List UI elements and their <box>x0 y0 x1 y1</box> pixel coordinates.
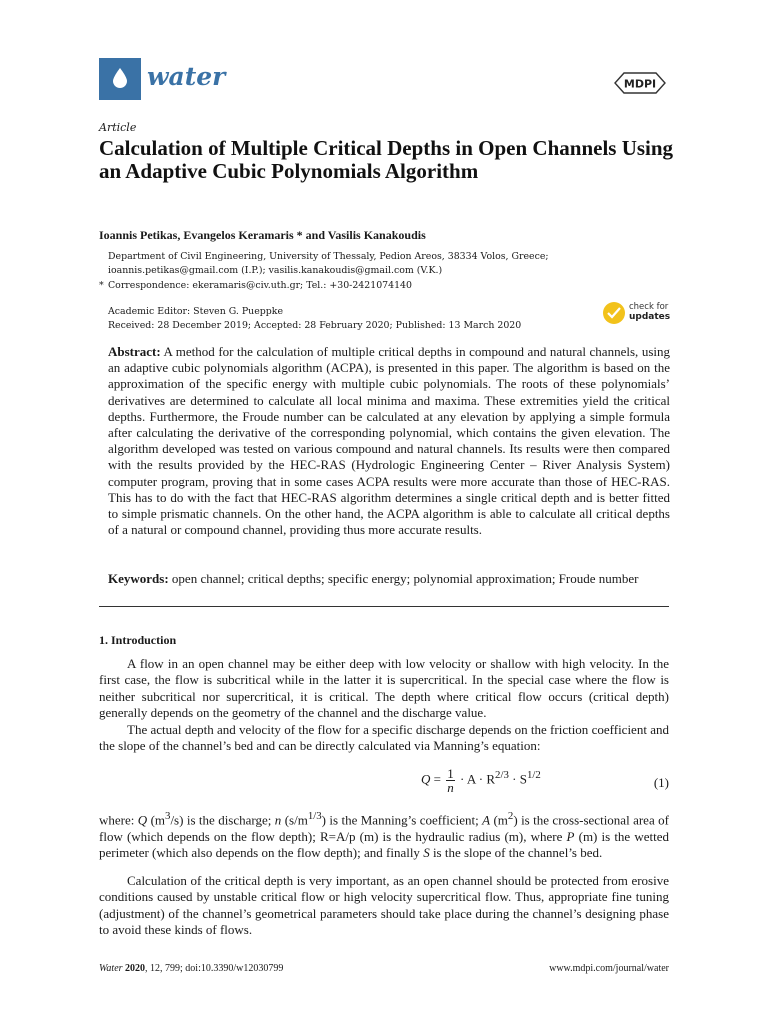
water-drop-icon <box>112 67 128 89</box>
affiliation-dept: Department of Civil Engineering, University of Thessaly, Pedion Areos, 38334 Volos, Greece; <box>108 251 549 262</box>
section-divider <box>99 606 669 607</box>
journal-logo <box>99 58 141 100</box>
journal-name: water <box>147 62 226 91</box>
check-updates-icon <box>603 302 625 324</box>
abstract: Abstract: A method for the calculation of multiple critical depths in compound and natural channels, using an adaptive cubic polynomials algorithm (ACPA), is presented in this paper. The algorithm is based on the approximation of the specific energy with multiple cubic polynomials. The roots of these polynomials’ derivatives are determined to calculate all local minima and maxima. These extremities yield the critical depths. Furthermore, the Froude number can be calculated at any elevation by applying a simple formula after calculating the derivative of the corresponding polynomial, which contains the given elevation. The algorithm developed was tested on various compound and natural channels. Its results were then compared with the results provided by the HEC-RAS (Hydrologic Engineering Center – River Analysis System) computer program, proving that in some cases ACPA results were more accurate than those of HEC-RAS. This has to do with the fact that HEC-RAS algorithm determines a single critical depth and is better fitted to simple prismatic channels. On the other hand, the ACPA algorithm is able to calculate all critical depths of a natural or compound channel, providing thus more accurate results. <box>108 344 670 538</box>
citation-footer: Water 2020, 12, 799; doi:10.3390/w12030799 <box>99 963 284 974</box>
manning-equation: Q = $\frac{1}{n}$ · $A \cdot R^{2/3} \cdot S^{1/2}$ (1) <box>421 766 669 795</box>
article-type: Article <box>99 121 137 134</box>
publication-dates: Received: 28 December 2019; Accepted: 28 February 2020; Published: 13 March 2020 <box>108 320 522 331</box>
section-heading: 1. Introduction <box>99 633 177 647</box>
correspondence: * Correspondence: ekeramaris@civ.uth.gr; Tel.: +30-2421074140 <box>99 280 412 291</box>
paragraph-4: Calculation of the critical depth is very important, as an open channel should be protected from erosive conditions caused by unstable critical flow or high velocity supercritical flow. Thus, appropriate fine tuning (adjustment) of the channel’s geometrical parameters should take place during the channel’s designing phase to avoid these kinds of flows. <box>99 873 669 937</box>
abstract-label: Abstract: <box>108 344 161 359</box>
paragraph-1: A flow in an open channel may be either deep with low velocity or shallow with high velocity. In the first case, the flow is subcritical while in the latter it is supercritical. In the special case where the flow is neither subcritical nor supercritical, it is critical. The depth where critical flow occurs (critical depth) generally depends on the geometry of the channel and the discharge value. <box>99 656 669 720</box>
author-list: Ioannis Petikas, Evangelos Keramaris * and Vasilis Kanakoudis <box>99 228 426 242</box>
svg-text:MDPI: MDPI <box>623 77 657 91</box>
equation-number: (1) <box>653 775 669 790</box>
affiliation-emails: ioannis.petikas@gmail.com (I.P.); vasilis.kanakoudis@gmail.com (V.K.) <box>108 265 443 276</box>
paper-title: Calculation of Multiple Critical Depths in Open Channels Using an Adaptive Cubic Polynomials Algorithm <box>99 136 674 183</box>
keywords: Keywords: open channel; critical depths; specific energy; polynomial approximation; Froude number <box>108 571 639 586</box>
mdpi-logo <box>611 70 669 100</box>
paragraph-2: The actual depth and velocity of the flow for a specific discharge depends on the friction coefficient and the slope of the channel’s bed and can be directly calculated via Manning’s equation: <box>99 722 669 754</box>
keywords-label: Keywords: <box>108 571 169 586</box>
journal-url[interactable]: www.mdpi.com/journal/water <box>549 963 669 974</box>
academic-editor: Academic Editor: Steven G. Pueppke <box>108 306 283 317</box>
journal-header <box>99 58 669 102</box>
paragraph-3: where: Q $(m^3/s)$ is the discharge; n $(s/m^{1/3})$ is the Manning’s coefficient; A $(m^2)$ is the cross-sectional area of flow (which depends on the flow depth); R=A/p (m) is the hydraulic radius (m), where P (m) is the wetted perimeter (which also depends on the flow depth); and finally S is the slope of the channel’s bed. <box>99 810 669 860</box>
check-for-updates-badge[interactable]: check for updates <box>603 300 673 326</box>
